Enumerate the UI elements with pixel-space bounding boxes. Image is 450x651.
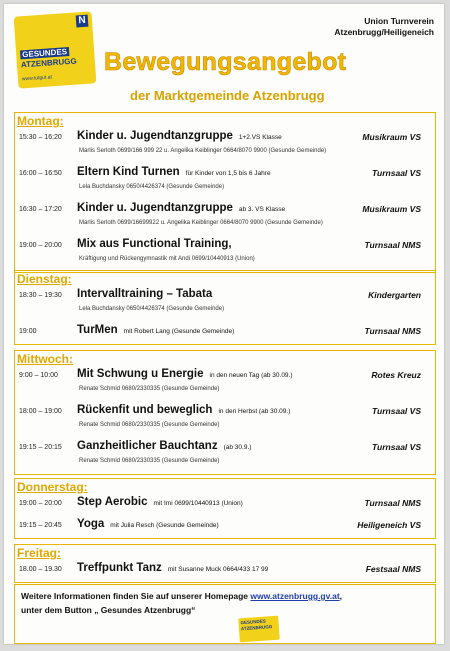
schedule-entry <box>15 402 435 438</box>
entry-note: 1+2.VS Klasse <box>238 134 282 141</box>
entry-title: Intervalltraining – Tabata <box>77 288 213 300</box>
entry-note: (ab 30.9.) <box>223 444 252 451</box>
entry-location: Turnsaal VS <box>372 442 421 452</box>
entry-location: Turnsaal NMS <box>364 240 421 250</box>
entry-location: Heiligeneich VS <box>357 520 421 530</box>
entry-time: 19:00 – 20:00 <box>19 500 62 507</box>
entry-contact: Lela Buchdansky 0650/4426374 (Gesunde Gemeinde) <box>79 184 225 190</box>
entry-contact: Marlis Serloth 0699/16699922 u. Angelika Keiblinger 0664/8070 9900 (Gesunde Gemeinde) <box>79 220 323 226</box>
day-block <box>14 112 436 273</box>
entry-contact: Renate Schmid 0680/2330335 (Gesunde Gemeinde) <box>79 386 220 392</box>
entry-location: Festsaal NMS <box>365 564 421 574</box>
entry-title: Step Aerobic <box>77 496 148 508</box>
entry-time: 18.00 – 19.30 <box>19 566 62 573</box>
entry-note: ab 3. VS Klasse <box>238 206 286 213</box>
day-block <box>14 478 436 539</box>
logo-text-2: ATZENBRUGG <box>20 56 77 70</box>
entry-title: Eltern Kind Turnen <box>77 166 180 178</box>
footer-line-1-text: Weitere Informationen finden Sie auf unserer Homepage <box>21 591 251 601</box>
page-title: Bewegungsangebot <box>104 48 347 76</box>
entry-contact: Kräftigung und Rückengymnastik mit Andi 0699/10440913 (Union) <box>79 256 255 262</box>
entry-contact: Renate Schmid 0680/2330335 (Gesunde Gemeinde) <box>79 422 220 428</box>
entry-time: 19:15 – 20:45 <box>19 522 62 529</box>
day-block <box>14 350 436 475</box>
entry-location: Kindergarten <box>368 290 421 300</box>
entry-title-line <box>77 496 243 508</box>
footer-info <box>14 584 436 644</box>
schedule-entry <box>15 200 435 236</box>
flyer-page <box>4 4 444 644</box>
day-block <box>14 544 436 583</box>
entry-time: 16:00 – 16:50 <box>19 170 62 177</box>
entry-contact: Renate Schmid 0680/2330335 (Gesunde Gemeinde) <box>79 458 220 464</box>
day-heading: Mittwoch: <box>17 352 73 366</box>
schedule-entry <box>15 236 435 272</box>
entry-location: Turnsaal NMS <box>364 498 421 508</box>
entry-time: 19:15 – 20:15 <box>19 444 62 451</box>
entry-title: Yoga <box>77 518 105 530</box>
day-heading: Dienstag: <box>17 272 72 286</box>
gesundes-atzenbrugg-logo <box>14 11 97 88</box>
day-heading: Freitag: <box>17 546 62 560</box>
schedule-entry <box>15 164 435 200</box>
gesundes-atzenbrugg-button-badge: GESUNDES ATZENBRUGG <box>238 616 280 643</box>
entry-title: Treffpunkt Tanz <box>77 562 162 574</box>
schedule-entry <box>15 438 435 474</box>
schedule-entry <box>15 322 435 344</box>
logo-small-text: www.tutgut.at <box>21 74 53 83</box>
entry-title-line <box>77 368 293 380</box>
day-heading: Montag: <box>17 114 64 128</box>
entry-location: Musikraum VS <box>362 132 421 142</box>
org-line-1: Union Turnverein <box>364 16 434 26</box>
entry-title-line <box>77 238 232 250</box>
schedule-entry <box>15 286 435 322</box>
entry-title: TurMen <box>77 324 118 336</box>
entry-time: 9:00 – 10:00 <box>19 372 58 379</box>
noe-logo-icon: N <box>76 15 89 28</box>
homepage-link[interactable]: www.atzenbrugg.gv.at <box>250 591 340 601</box>
entry-note: mit Julia Resch (Gesunde Gemeinde) <box>110 522 219 529</box>
entry-title-line <box>77 130 282 142</box>
organization-name <box>334 16 434 38</box>
day-block <box>14 270 436 345</box>
entry-title-line <box>77 562 268 574</box>
entry-note: für Kinder von 1,5 bis 6 Jahre <box>185 170 271 177</box>
schedule-entry <box>15 366 435 402</box>
entry-time: 18:00 – 19:00 <box>19 408 62 415</box>
entry-time: 16:30 – 17:20 <box>19 206 62 213</box>
entry-time: 19:00 – 20:00 <box>19 242 62 249</box>
logo-text-1: GESUNDES <box>21 47 68 60</box>
entry-title: Ganzheitlicher Bauchtanz <box>77 440 218 452</box>
entry-title-line <box>77 440 251 452</box>
day-heading: Donnerstag: <box>17 480 88 494</box>
entry-note: mit Robert Lang (Gesunde Gemeinde) <box>123 328 235 335</box>
page-subtitle: der Marktgemeinde Atzenbrugg <box>130 88 325 103</box>
schedule-entry <box>15 560 435 582</box>
entry-title-line <box>77 518 219 530</box>
org-line-2: Atzenbrugg/Heiligeneich <box>334 27 434 37</box>
entry-title: Mit Schwung u Energie <box>77 368 204 380</box>
entry-title-line <box>77 288 212 300</box>
entry-note: in den neuen Tag (ab 30.09.) <box>209 372 293 379</box>
entry-location: Turnsaal NMS <box>364 326 421 336</box>
entry-time: 18:30 – 19:30 <box>19 292 62 299</box>
entry-contact: Marlis Serloth 0699/166 999 22 u. Angelika Keiblinger 0664/8070 9900 (Gesunde Gemeinde) <box>79 148 327 154</box>
entry-title-line <box>77 324 234 336</box>
footer-line-2: unter dem Button „ Gesundes Atzenbrugg“ <box>21 605 196 615</box>
entry-title-line <box>77 166 271 178</box>
entry-title: Kinder u. Jugendtanzgruppe <box>77 130 233 142</box>
entry-note: mit Susanne Muck 0664/433 17 99 <box>167 566 269 573</box>
entry-location: Turnsaal VS <box>372 406 421 416</box>
entry-title-line <box>77 404 290 416</box>
footer-line-1 <box>21 591 342 601</box>
entry-location: Turnsaal VS <box>372 168 421 178</box>
entry-time: 15:30 – 16:20 <box>19 134 62 141</box>
entry-time: 19:00 <box>19 328 37 335</box>
entry-location: Musikraum VS <box>362 204 421 214</box>
schedule-entry <box>15 494 435 516</box>
entry-location: Rotes Kreuz <box>371 370 421 380</box>
entry-title: Mix aus Functional Training, <box>77 238 232 250</box>
schedule-entry <box>15 516 435 538</box>
entry-note: in den Herbst (ab 30.09.) <box>218 408 291 415</box>
footer-line-1-suffix: , <box>339 591 343 601</box>
entry-title: Rückenfit und beweglich <box>77 404 213 416</box>
entry-title-line <box>77 202 285 214</box>
entry-contact: Lela Buchdansky 0650/4426374 (Gesunde Gemeinde) <box>79 306 225 312</box>
entry-title: Kinder u. Jugendtanzgruppe <box>77 202 233 214</box>
schedule-entry <box>15 128 435 164</box>
entry-note: mit Imi 0699/10440913 (Union) <box>153 500 243 507</box>
